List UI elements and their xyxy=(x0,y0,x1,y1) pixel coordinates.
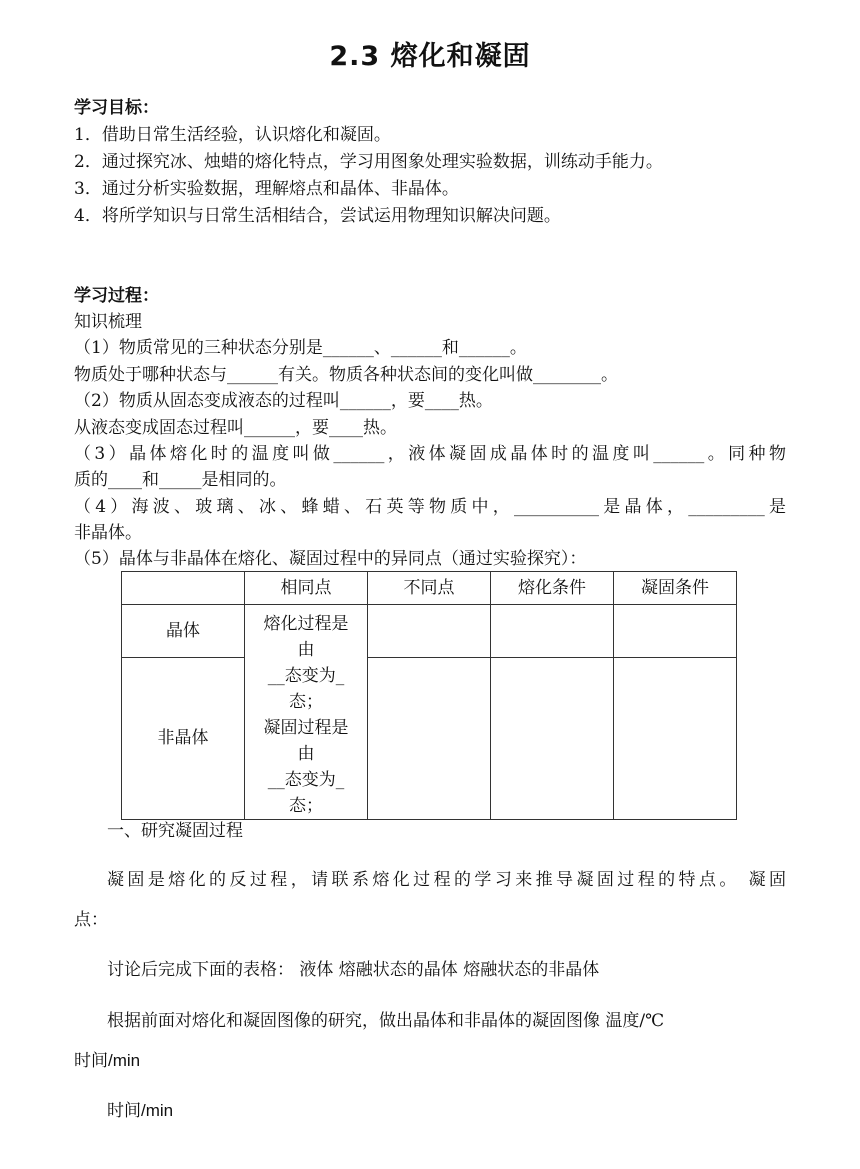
cell-line: 态； xyxy=(289,796,323,816)
paragraph-line: 点： xyxy=(74,910,108,930)
process-line: （1）物质常见的三种状态分别是______、______和______。 xyxy=(74,338,527,358)
paragraph-line: 凝固是熔化的反过程，请联系熔化过程的学习来推导凝固过程的特点。 凝固 xyxy=(107,870,786,890)
objective-item: 3．通过分析实验数据，理解熔点和晶体、非晶体。 xyxy=(74,179,459,199)
cell-line: __态变为_ xyxy=(267,770,345,790)
objective-item: 4．将所学知识与日常生活相结合，尝试运用物理知识解决问题。 xyxy=(74,206,561,226)
cell-line: __态变为_ xyxy=(267,666,345,686)
process-subheading: 知识梳理 xyxy=(74,312,142,332)
section-heading: 一、研究凝固过程 xyxy=(107,821,243,841)
process-heading: 学习过程： xyxy=(74,286,159,306)
table-row xyxy=(122,605,737,658)
table-row xyxy=(122,657,737,819)
same-points-cell xyxy=(245,605,368,820)
process-line: （5）晶体与非晶体在熔化、凝固过程中的异同点（通过实验探究）： xyxy=(74,549,587,569)
table-cell-empty xyxy=(368,605,491,658)
process-line: （2）物质从固态变成液态的过程叫______，要____热。 xyxy=(74,391,493,411)
table-header-cell: 凝固条件 xyxy=(614,572,737,605)
objective-item: 2．通过探究冰、烛蜡的熔化特点，学习用图象处理实验数据，训练动手能力。 xyxy=(74,152,663,172)
row-label-crystal: 晶体 xyxy=(122,605,245,658)
table-cell-empty xyxy=(491,605,614,658)
page-title: 2.3 熔化和凝固 xyxy=(329,41,531,72)
table-header-cell: 熔化条件 xyxy=(491,572,614,605)
objective-item: 1．借助日常生活经验，认识熔化和凝固。 xyxy=(74,125,391,145)
cell-line: 熔化过程是 xyxy=(263,614,349,634)
table-cell-empty xyxy=(491,657,614,819)
table-header-cell: 相同点 xyxy=(245,572,368,605)
process-line: 从液态变成固态过程叫______，要____热。 xyxy=(74,418,397,438)
process-line: 非晶体。 xyxy=(74,523,142,543)
table-cell-empty xyxy=(614,605,737,658)
paragraph-line: 根据前面对熔化和凝固图像的研究，做出晶体和非晶体的凝固图像 温度/℃ xyxy=(107,1011,665,1031)
process-line: （4）海波、玻璃、冰、蜂蜡、石英等物质中，__________是晶体，_________是 xyxy=(74,497,786,517)
table-cell-empty xyxy=(614,657,737,819)
table-header-cell xyxy=(122,572,245,605)
table-header-cell: 不同点 xyxy=(368,572,491,605)
comparison-table xyxy=(121,571,737,820)
paragraph-line: 讨论后完成下面的表格： 液体 熔融状态的晶体 熔融状态的非晶体 xyxy=(107,960,600,980)
cell-line: 凝固过程是 xyxy=(263,718,349,738)
axis-label-text: 时间/min xyxy=(107,1101,174,1120)
cell-line: 态； xyxy=(289,692,323,712)
row-label-amorphous: 非晶体 xyxy=(122,657,245,819)
cell-line: 由 xyxy=(297,744,315,764)
process-line: 质的____和_____是相同的。 xyxy=(74,470,287,490)
process-line: （3）晶体熔化时的温度叫做______，液体凝固成晶体时的温度叫______。同种物 xyxy=(74,444,786,464)
process-line: 物质处于哪种状态与______有关。物质各种状态间的变化叫做________。 xyxy=(74,365,618,385)
table-header-row xyxy=(122,572,737,605)
table-cell-empty xyxy=(368,657,491,819)
axis-label-text: 时间/min xyxy=(74,1051,141,1070)
cell-line: 由 xyxy=(297,640,315,660)
objectives-heading: 学习目标： xyxy=(74,98,159,118)
